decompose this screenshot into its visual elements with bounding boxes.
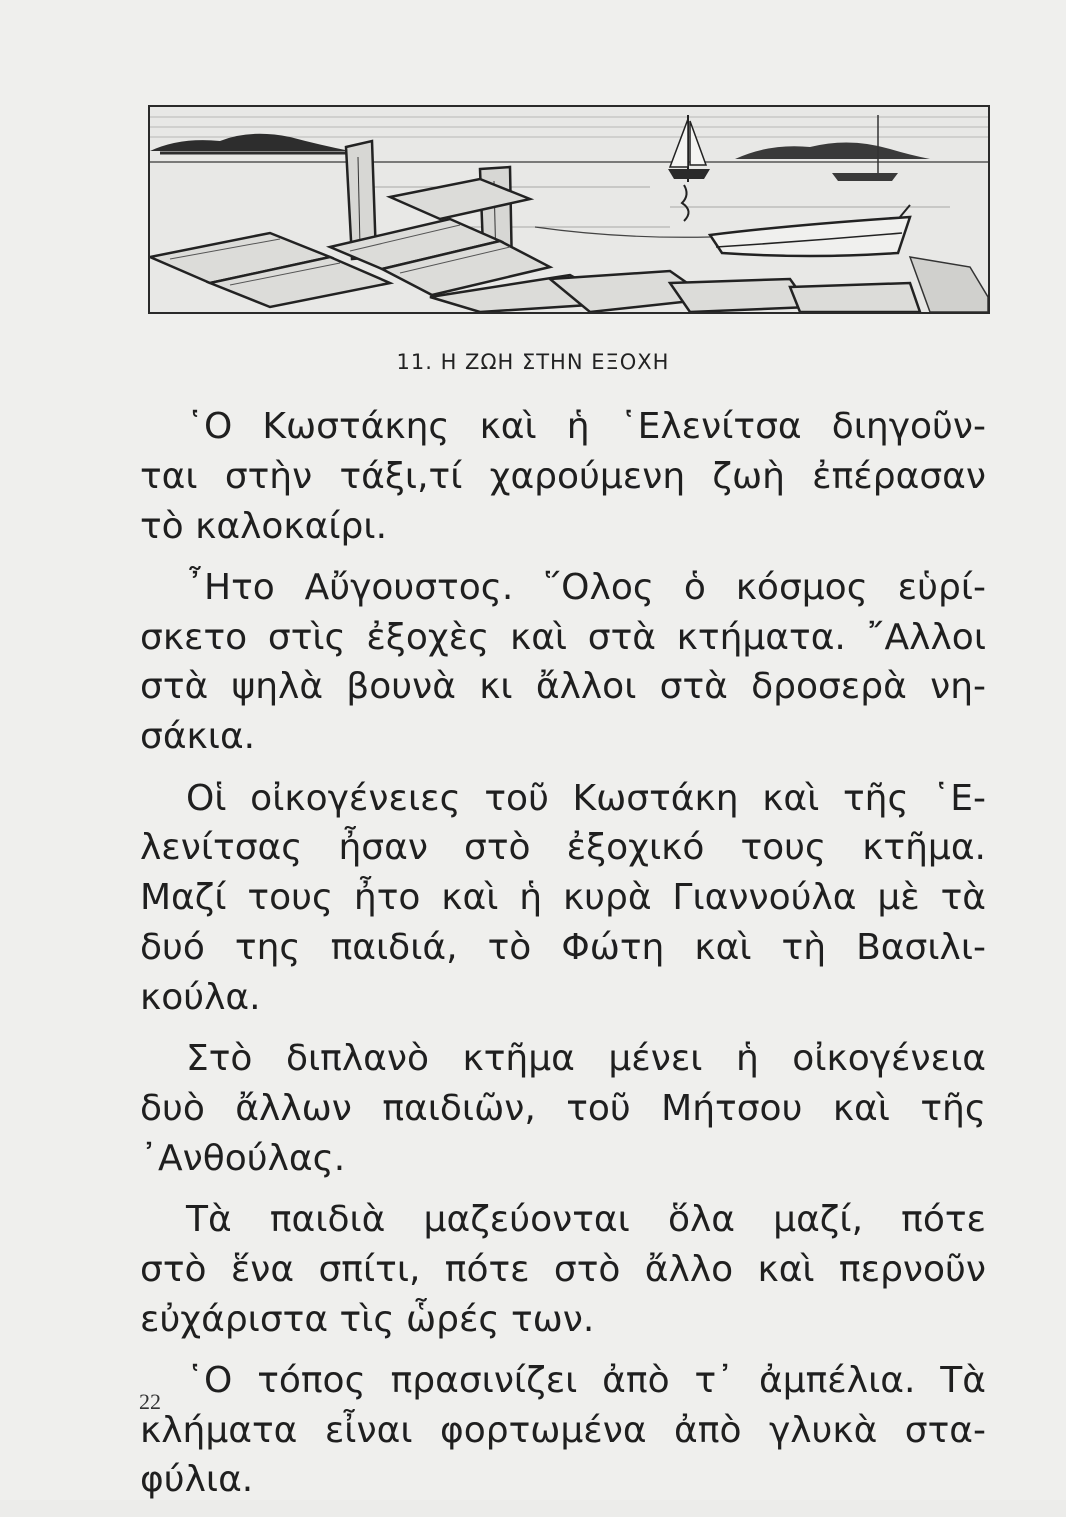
paragraph [140, 1356, 986, 1505]
paragraph [140, 1034, 986, 1183]
text-line: Οἱ οἰκογένειες τοῦ Κωστάκη καὶ τῆς ῾Ε- [186, 777, 986, 819]
text-line: ῾Ο Κωστάκης καὶ ἡ ῾Ελενίτσα διηγοῦν- [186, 406, 986, 447]
paragraph [140, 563, 986, 762]
story-text [140, 402, 986, 1517]
paragraph [140, 1195, 986, 1344]
chapter-title: 11. Η ΖΩΗ ΣΤΗΝ ΕΞΟΧΗ [396, 350, 670, 374]
text-line: λενίτσας ἦσαν στὸ ἐξοχικό τους κτῆμα. [140, 827, 986, 869]
text-line: Στὸ διπλανὸ κτῆμα μένει ἡ οἰκογένεια [186, 1038, 986, 1080]
harbor-illustration [148, 105, 990, 314]
text-line: ᾿Ανθούλας. [140, 1137, 346, 1179]
text-line: εὐχάριστα τὶς ὧρές των. [140, 1298, 595, 1340]
text-line: κλήματα εἶναι φορτωμένα ἀπὸ γλυκὰ στα- [140, 1409, 986, 1451]
text-line: ῏Ητο Αὔγουστος. ῞Ολος ὁ κόσμος εὑρί- [186, 566, 986, 608]
text-line: στὸ ἕνα σπίτι, πότε στὸ ἄλλο καὶ περνοῦν [140, 1248, 986, 1290]
text-line: ῾Ο τόπος πρασινίζει ἀπὸ τ᾿ ἀμπέλια. Τὰ [186, 1359, 986, 1401]
page-number: 22 [139, 1389, 161, 1414]
text-line: κούλα. [140, 976, 261, 1018]
text-line: ται στὴν τάξι,τί χαρούμενη ζωὴ ἐπέρασαν [140, 455, 986, 497]
text-line: δυό της παιδιά, τὸ Φώτη καὶ τὴ Βασιλι- [140, 926, 986, 968]
text-line: δυὸ ἄλλων παιδιῶν, τοῦ Μήτσου καὶ τῆς [140, 1087, 986, 1129]
text-line: φύλια. [140, 1459, 254, 1501]
text-line: τὸ καλοκαίρι. [140, 505, 388, 547]
text-line: σκετο στὶς ἐξοχὲς καὶ στὰ κτήματα. ῎Αλλοι [140, 616, 986, 658]
paragraph [140, 402, 986, 551]
text-line: στὰ ψηλὰ βουνὰ κι ἄλλοι στὰ δροσερὰ νη- [140, 666, 986, 708]
text-line: σάκια. [140, 716, 256, 758]
text-line: Μαζί τους ἦτο καὶ ἡ κυρὰ Γιαννούλα μὲ τὰ [140, 877, 986, 919]
paragraph [140, 774, 986, 1023]
text-line: Τὰ παιδιὰ μαζεύονται ὅλα μαζί, πότε [186, 1198, 986, 1240]
